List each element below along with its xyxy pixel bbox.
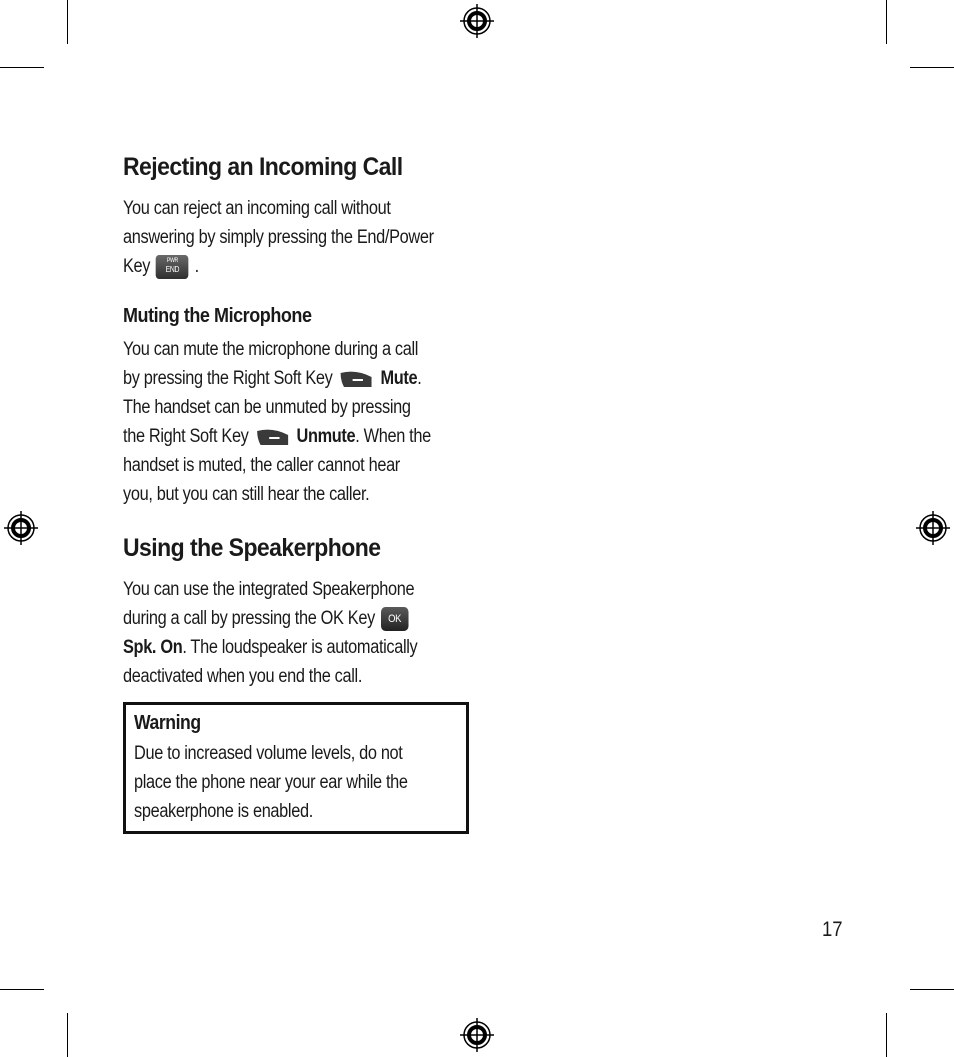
page-number: 17 [822,918,843,941]
text-fragment: . [194,256,199,277]
text-line: You can use the integrated Speakerphone [123,579,415,600]
text-line: speakerphone is enabled. [134,801,313,822]
text-line [123,252,421,281]
section-body-muting [123,335,469,509]
text-fragment: Key [123,256,151,277]
registration-mark-icon [916,511,950,545]
unmute-label: Unmute [296,426,356,447]
section-title-speakerphone: Using the Speakerphone [123,534,381,562]
crop-mark [67,0,68,44]
crop-mark [910,67,954,68]
text-line [123,422,431,451]
text-line [123,633,421,662]
section-body-speakerphone [123,575,469,691]
registration-mark-icon [460,4,494,38]
text-line: You can reject an incoming call without [123,198,391,219]
warning-box [123,702,469,834]
text-line: Due to increased volume levels, do not [134,743,403,764]
spk-on-label: Spk. On [123,637,183,658]
main-content [123,150,469,691]
right-soft-key-icon [339,369,373,389]
key-label-top: PWR [166,257,178,264]
section-title-muting: Muting the Microphone [123,305,312,327]
text-fragment: the Right Soft Key [123,426,249,447]
text-fragment: by pressing the Right Soft Key [123,368,333,389]
crop-mark [910,989,954,990]
warning-title: Warning [134,712,201,734]
text-line: answering by simply pressing the End/Power [123,227,434,248]
ok-key-icon: OK [381,607,409,631]
crop-mark [886,1013,887,1057]
text-line: You can mute the microphone during a call [123,339,419,360]
right-soft-key-icon [255,427,289,447]
text-fragment: . The loudspeaker is automatically [182,637,418,658]
crop-mark [67,1013,68,1057]
registration-mark-icon [4,511,38,545]
registration-mark-icon [460,1018,494,1052]
text-fragment: . [417,368,422,389]
crop-mark [886,0,887,44]
section-title-rejecting-call: Rejecting an Incoming Call [123,153,403,181]
crop-mark [0,67,44,68]
key-label-bottom: END [165,264,180,274]
text-line: you, but you can still hear the caller. [123,484,370,505]
warning-body [134,739,458,826]
crop-mark [0,989,44,990]
text-line: place the phone near your ear while the [134,772,408,793]
text-line [123,604,421,633]
mute-label: Mute [380,368,418,389]
text-line [123,364,421,393]
text-line: deactivated when you end the call. [123,666,363,687]
section-body-rejecting-call [123,194,469,281]
text-line: handset is muted, the caller cannot hear [123,455,400,476]
text-line: The handset can be unmuted by pressing [123,397,411,418]
text-fragment: during a call by pressing the OK Key [123,608,375,629]
text-fragment: . When the [355,426,431,447]
end-power-key-icon [156,255,189,279]
